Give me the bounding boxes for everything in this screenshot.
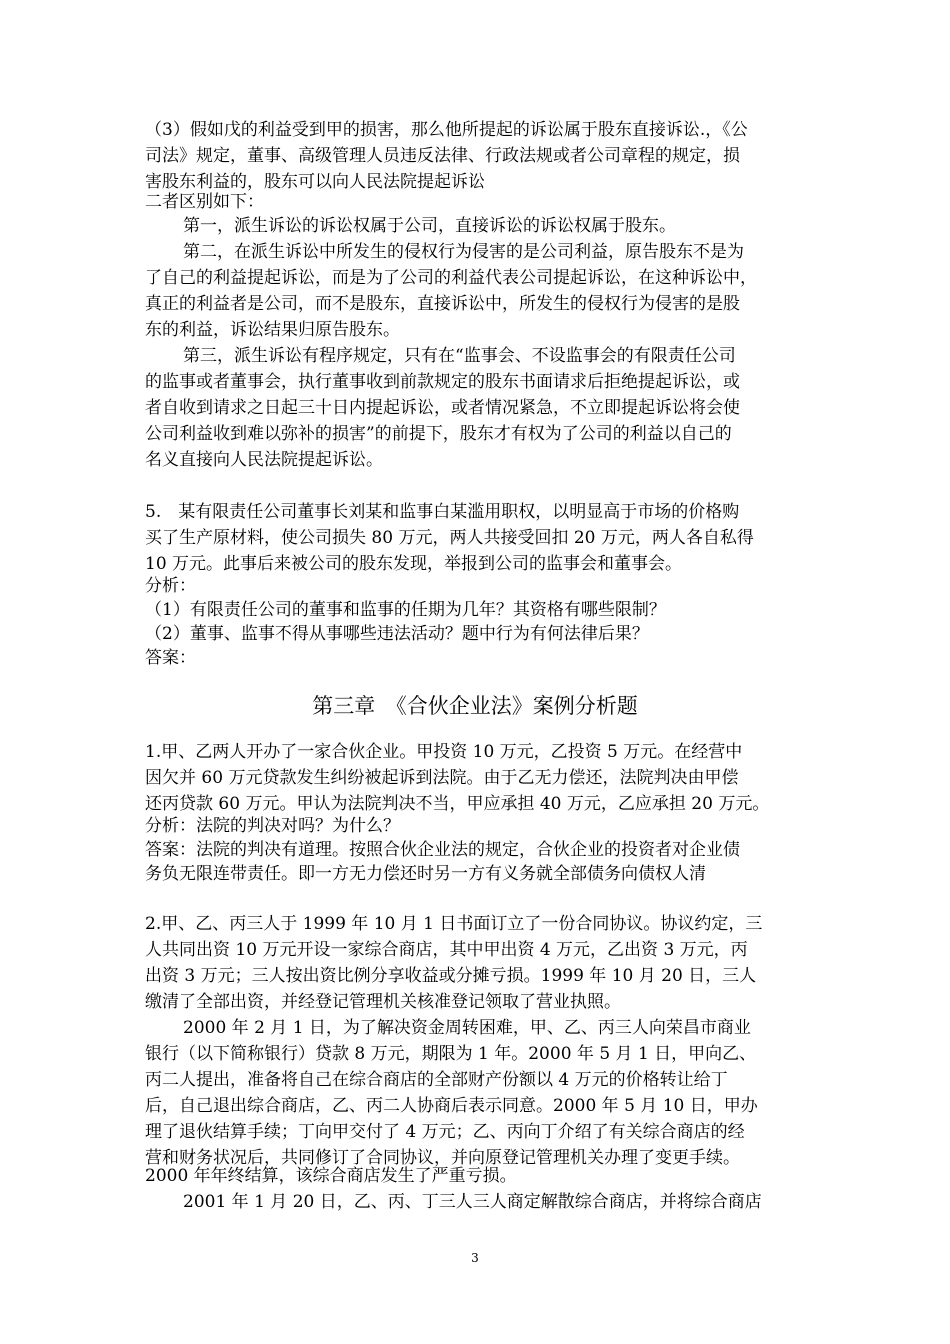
case-question-line: 1.甲、乙两人开办了一家合伙企业。甲投资 10 万元，乙投资 5 万元。在经营中 <box>145 742 743 762</box>
case-question-line: 2000 年 2 月 1 日，为了解决资金周转困难，甲、乙、丙三人向荣昌市商业 <box>183 1018 751 1038</box>
paragraph-line: 名义直接向人民法院提起诉讼。 <box>145 450 383 470</box>
answer-line: 答案：法院的判决有道理。按照合伙企业法的规定，合伙企业的投资者对企业债 <box>145 840 740 860</box>
case-question-line: 营和财务状况后，共同修订了合同协议，并向原登记管理机关办理了变更手续。 <box>145 1148 740 1168</box>
paragraph-line: 第三，派生诉讼有程序规定，只有在“监事会、不设监事会的有限责任公司 <box>183 346 736 366</box>
case-question-line: 后，自己退出综合商店，乙、丙二人协商后表示同意。2000 年 5 月 10 日，甲办 <box>145 1096 758 1116</box>
analysis-label: 分析：法院的判决对吗？为什么？ <box>145 816 400 836</box>
case-question-line: 2001 年 1 月 20 日，乙、丙、丁三人三人商定解散综合商店，并将综合商店 <box>183 1192 762 1212</box>
case-question-line: 因欠并 60 万元贷款发生纠纷被起诉到法院。由于乙无力偿还，法院判决由甲偿 <box>145 768 739 788</box>
paragraph-line: 第一，派生诉讼的诉讼权属于公司，直接诉讼的诉讼权属于股东。 <box>183 216 676 236</box>
case-question-line: 银行（以下简称银行）贷款 8 万元，期限为 1 年。2000 年 5 月 1 日，甲向乙、 <box>145 1044 757 1064</box>
answer-line: 务负无限连带责任。即一方无力偿还时另一方有义务就全部债务向债权人清 <box>145 864 706 884</box>
paragraph-line: 者自收到请求之日起三十日内提起诉讼，或者情况紧急，不立即提起诉讼将会使 <box>145 398 740 418</box>
case-question-line: 丙二人提出，准备将自己在综合商店的全部财产份额以 4 万元的价格转让给丁 <box>145 1070 728 1090</box>
sub-question: （1）有限责任公司的董事和监事的任期为几年？其资格有哪些限制？ <box>145 600 666 620</box>
case-question-line: 2000 年年终结算，该综合商店发生了严重亏损。 <box>145 1166 517 1186</box>
paragraph-line: 第二，在派生诉讼中所发生的侵权行为侵害的是公司利益，原告股东不是为 <box>183 242 744 262</box>
paragraph-line: （3）假如戊的利益受到甲的损害，那么他所提起的诉讼属于股东直接诉讼.，《公 <box>145 120 748 140</box>
case-question-line: 买了生产原材料，使公司损失 80 万元，两人共接受回扣 20 万元，两人各自私得 <box>145 528 754 548</box>
paragraph-line: 司法》规定，董事、高级管理人员违反法律、行政法规或者公司章程的规定，损 <box>145 146 740 166</box>
answer-label: 答案： <box>145 648 196 668</box>
page-number: 3 <box>471 1251 479 1265</box>
paragraph-line: 害股东利益的，股东可以向人民法院提起诉讼 <box>145 172 485 192</box>
paragraph-line: 的监事或者董事会，执行董事收到前款规定的股东书面请求后拒绝提起诉讼，或 <box>145 372 740 392</box>
case-question-line: 2.甲、乙、丙三人于 1999 年 10 月 1 日书面订立了一份合同协议。协议约定，三 <box>145 914 763 934</box>
case-question-line: 人共同出资 10 万元开设一家综合商店，其中甲出资 4 万元，乙出资 3 万元，丙 <box>145 940 748 960</box>
case-question-line: 出资 3 万元；三人按出资比例分享收益或分摊亏损。1999 年 10 月 20 日，三人 <box>145 966 757 986</box>
case-question-line: 还丙贷款 60 万元。甲认为法院判决不当，甲应承担 40 万元，乙应承担 20 万元。 <box>145 794 770 814</box>
sub-question: （2）董事、监事不得从事哪些违法活动？题中行为有何法律后果？ <box>145 624 649 644</box>
case-question-line: 10 万元。此事后来被公司的股东发现，举报到公司的监事会和董事会。 <box>145 554 683 574</box>
case-question-line: 理了退伙结算手续；丁向甲交付了 4 万元；乙、丙向丁介绍了有关综合商店的经 <box>145 1122 745 1142</box>
paragraph-line: 真正的利益者是公司，而不是股东，直接诉讼中，所发生的侵权行为侵害的是股 <box>145 294 740 314</box>
case-question-line: 5. 某有限责任公司董事长刘某和监事白某滥用职权，以明显高于市场的价格购 <box>145 502 740 522</box>
chapter-title: 第三章 《合伙企业法》案例分析题 <box>312 694 638 718</box>
paragraph-line: 二者区别如下： <box>145 192 264 212</box>
case-question-line: 缴清了全部出资，并经登记管理机关核准登记领取了营业执照。 <box>145 992 621 1012</box>
paragraph-line: 公司利益收到难以弥补的损害”的前提下，股东才有权为了公司的利益以自己的 <box>145 424 732 444</box>
analysis-label: 分析： <box>145 576 196 596</box>
paragraph-line: 了自己的利益提起诉讼，而是为了公司的利益代表公司提起诉讼，在这种诉讼中， <box>145 268 757 288</box>
paragraph-line: 东的利益，诉讼结果归原告股东。 <box>145 320 400 340</box>
